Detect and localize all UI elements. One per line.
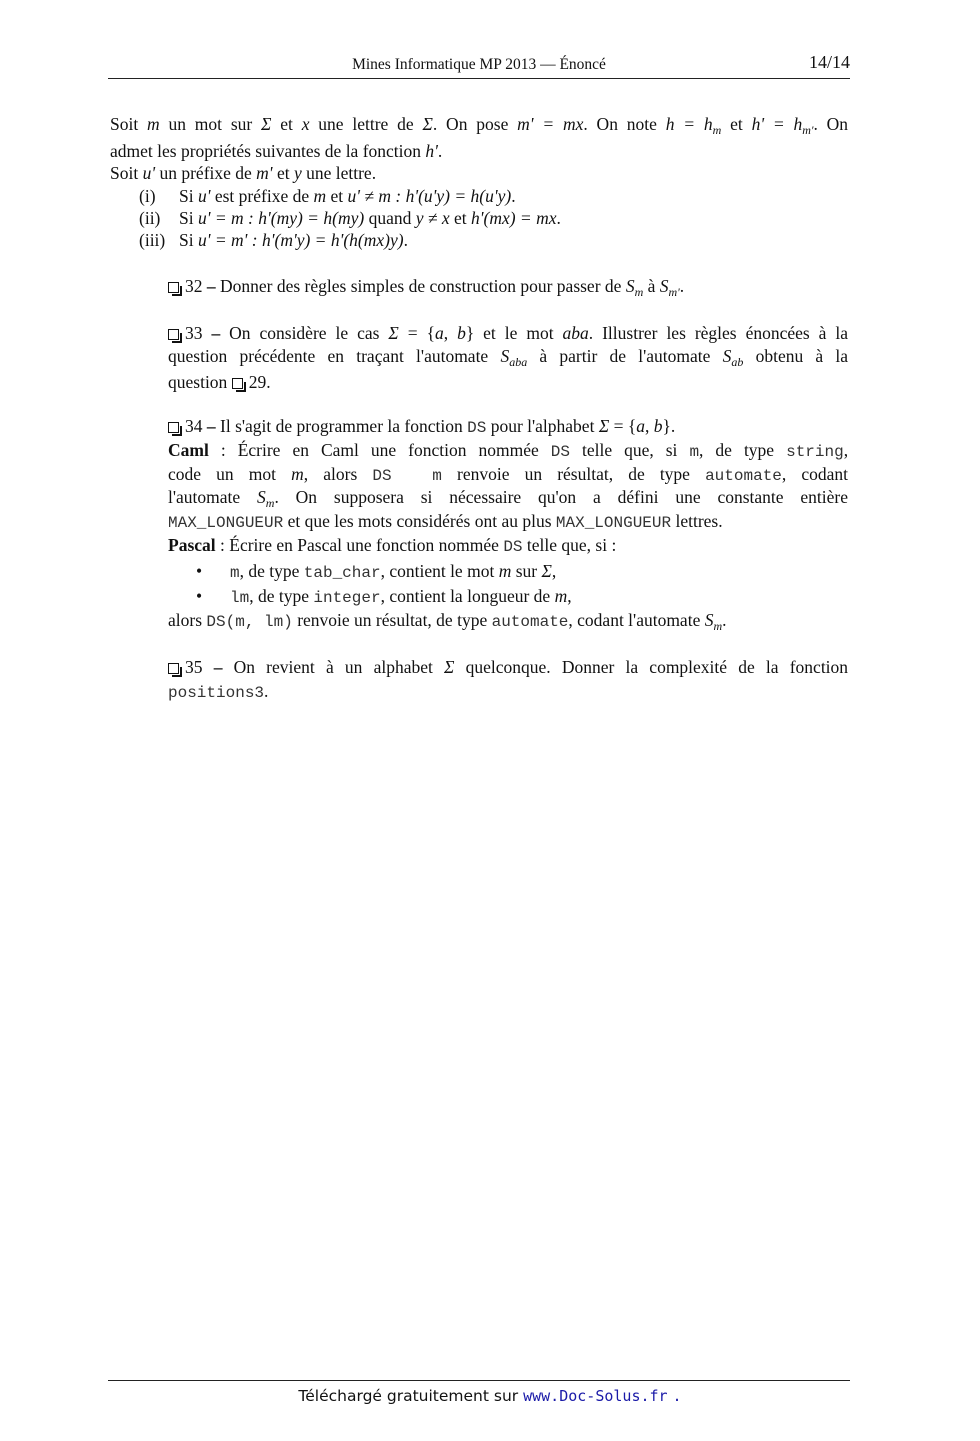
page-header: [108, 52, 850, 79]
header-title: Mines Informatique MP 2013 — Énoncé: [352, 56, 606, 73]
checkbox-icon: [168, 422, 179, 433]
intro-line-2: admet les propriétés suivantes de la fonction h'.: [110, 141, 443, 161]
question-34-caml-line-2: code un mot m, alors DS m renvoie un résultat, de type automate, codant: [168, 464, 849, 485]
page-footer: Téléchargé gratuitement sur www.Doc-Solus.fr .: [298, 1387, 682, 1405]
question-33-line-1: 33 – On considère le cas Σ = {a, b} et le mot aba. Illustrer les règles énoncées à la: [168, 322, 848, 344]
question-34-line-1: 34 – Il s'agit de programmer la fonction DS pour l'alphabet Σ = {a, b}.: [168, 415, 848, 439]
bullet-icon: •: [196, 586, 203, 606]
checkbox-icon: [168, 329, 179, 340]
intro-line-3: Soit u' un préfixe de m' et y une lettre.: [110, 163, 377, 183]
checkbox-icon: [232, 378, 243, 389]
page-number: 14/14: [808, 52, 850, 72]
property-item: (iii) Si u' = m' : h'(m'y) = h'(h(mx)y).: [139, 230, 408, 250]
question-35-line-2: positions3.: [168, 681, 269, 702]
checkbox-icon: [168, 663, 179, 674]
footer-link[interactable]: www.Doc-Solus.fr: [523, 1387, 668, 1405]
list-item: • lm, de type integer, contient la longueur de m,: [196, 586, 572, 607]
list-item: • m, de type tab_char, contient le mot m sur Σ,: [196, 561, 557, 582]
question-34-caml-line-1: Caml : Écrire en Caml une fonction nommée DS telle que, si m, de type string,: [168, 440, 849, 461]
question-34-conclusion: alors DS(m, lm) renvoie un résultat, de type automate, codant l'automate $S_m$.: [168, 610, 727, 633]
footer-rule: [108, 1380, 850, 1381]
checkbox-icon: [168, 282, 179, 293]
question-34-pascal-line: Pascal : Écrire en Pascal une fonction nommée DS telle que, si :: [168, 535, 617, 556]
question-33-line-2: question précédente en traçant l'automate $S_{aba}$ à partir de l'automate $S_{ab}$ obtenu à la: [168, 346, 849, 369]
question-33-line-3: question 29.: [168, 372, 271, 392]
property-item: (ii) Si u' = m : h'(my) = h(my) quand y ≠ x et h'(mx) = mx.: [139, 208, 561, 228]
question-34-caml-line-3: l'automate $S_m$. On supposera si nécessaire qu'on a défini une constante entière: [168, 487, 849, 510]
intro-line-1: Soit m un mot sur Σ et x une lettre de Σ. On pose m' = mx. On note $h = h_m$ et $h' = h_{m'}$. On: [110, 114, 849, 137]
question-35-line-1: 35 – On revient à un alphabet Σ quelconque. Donner la complexité de la fonction: [168, 656, 848, 678]
property-item: (i) Si u' est préfixe de m et u' ≠ m : h'(u'y) = h(u'y).: [139, 186, 516, 206]
bullet-icon: •: [196, 561, 203, 581]
question-32: 32 – Donner des règles simples de construction pour passer de $S_m$ à $S_{m'}$.: [168, 275, 848, 297]
question-34-caml-line-4: MAX_LONGUEUR et que les mots considérés ont au plus MAX_LONGUEUR lettres.: [168, 511, 723, 532]
